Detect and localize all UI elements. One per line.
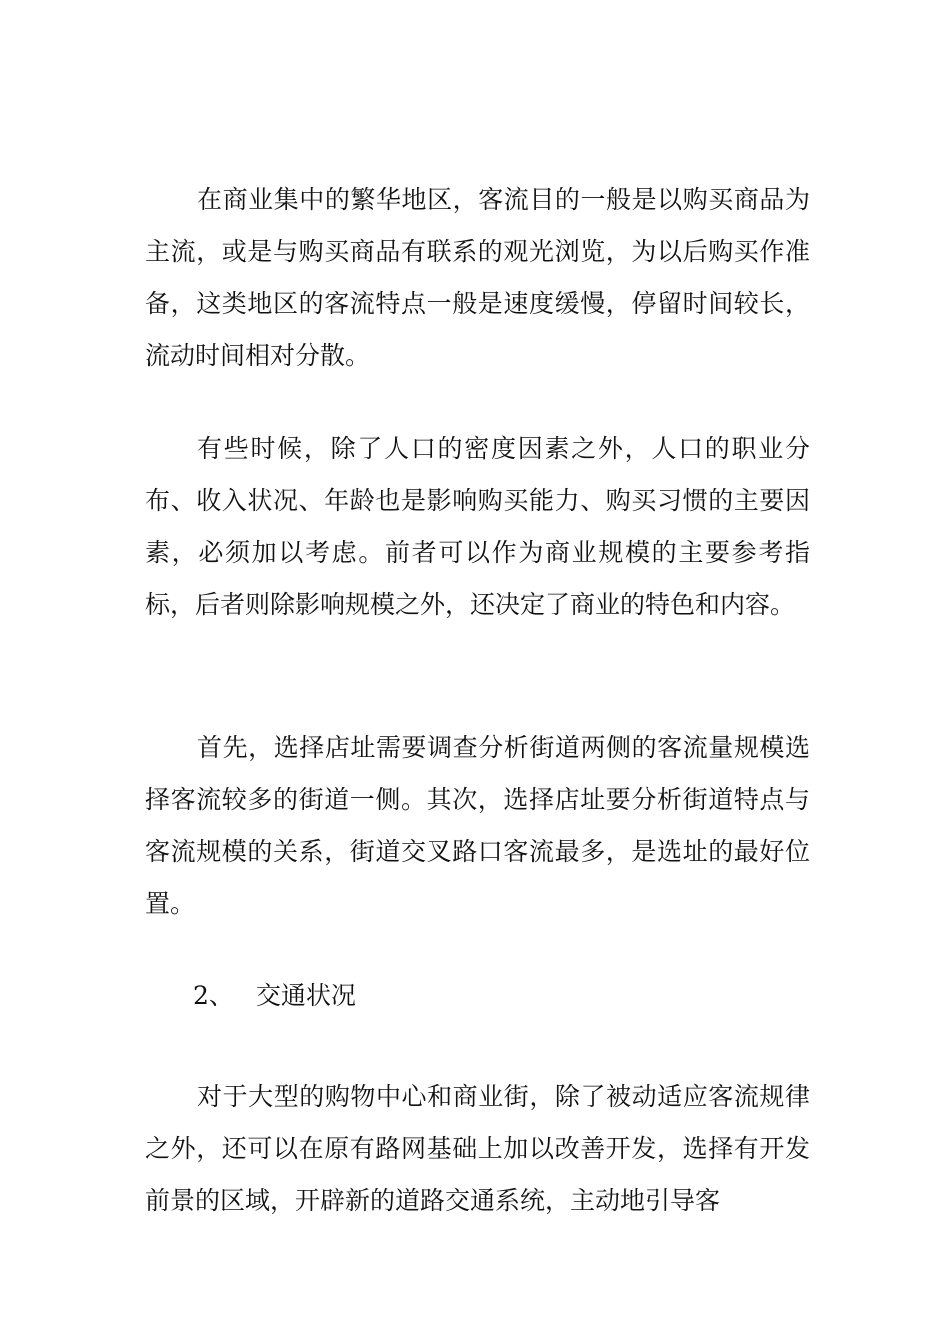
- section-number: 2、: [193, 981, 234, 1010]
- paragraph-traffic: 对于大型的购物中心和商业街，除了被动适应客流规律之外，还可以在原有路网基础上加以改善开发，选择有开发前景的区域，开辟新的道路交通系统，主动地引导客: [145, 1082, 810, 1215]
- section-heading: [193, 970, 356, 1022]
- paragraph-street-selection: 首先，选择店址需要调查分析街道两侧的客流量规模选择客流较多的街道一侧。其次，选择店址要分析街道特点与客流规模的关系，街道交叉路口客流最多，是选址的最好位置。: [145, 733, 810, 918]
- paragraph-shopping-district: 在商业集中的繁华地区，客流目的一般是以购买商品为主流，或是与购买商品有联系的观光浏览，为以后购买作准备，这类地区的客流特点一般是速度缓慢，停留时间较长，流动时间相对分散。: [145, 185, 810, 370]
- section-title: 交通状况: [255, 981, 356, 1010]
- paragraph-population-factors: 有些时候，除了人口的密度因素之外，人口的职业分布、收入状况、年龄也是影响购买能力、购买习惯的主要因素，必须加以考虑。前者可以作为商业规模的主要参考指标，后者则除影响规模之外，还决定了商业的特色和内容。: [145, 434, 810, 619]
